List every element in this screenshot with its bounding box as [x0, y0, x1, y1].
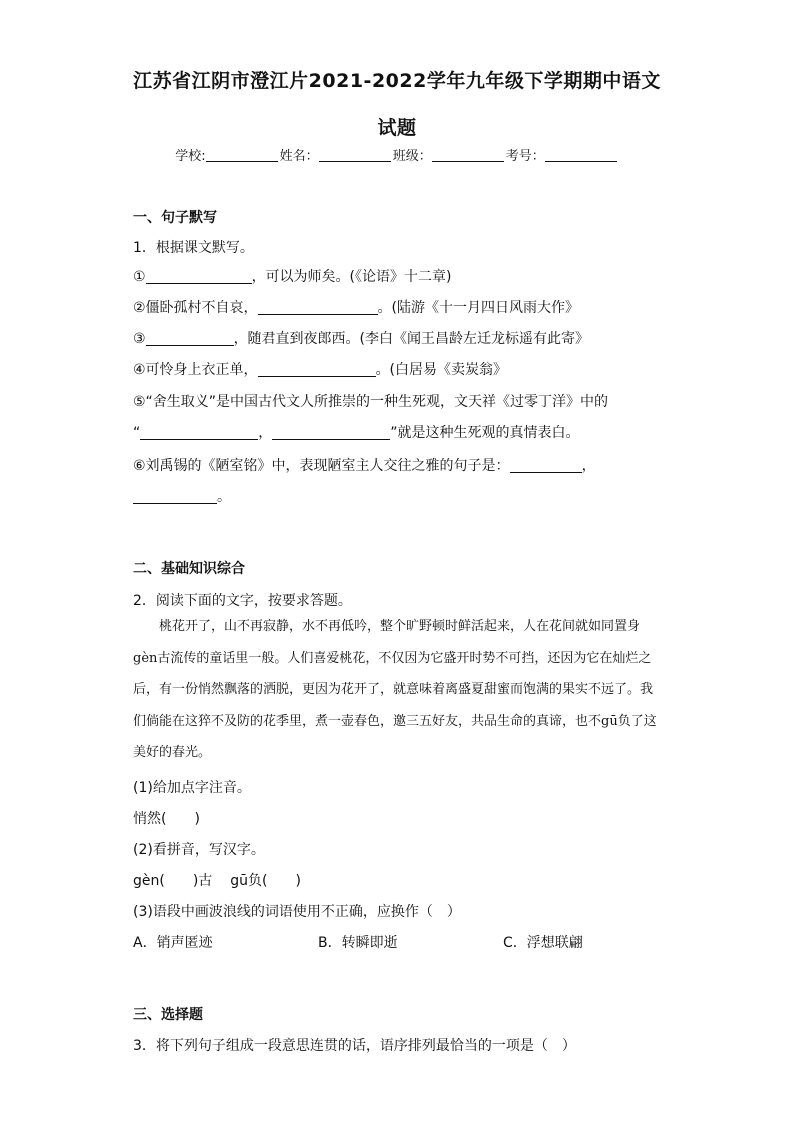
- q2-sub-1-item: 悄然( ): [133, 811, 200, 827]
- q1-item-5-text: ”就是这种生死观的真情表白。: [390, 425, 580, 441]
- section-heading-3: 三、选择题: [133, 1007, 203, 1023]
- q1-item-3: [133, 328, 589, 348]
- q2-sub-3: (3)语段中画波浪线的词语使用不正确，应换作（ ）: [133, 904, 461, 920]
- q1-item-1: [133, 266, 452, 286]
- q1-item-2-text: ②僵卧孤村不自哀，: [133, 300, 258, 316]
- q1-item-5-line2: [133, 422, 580, 442]
- school-label: 学校:: [175, 149, 206, 164]
- q1-item-6-blank-2[interactable]: [133, 489, 217, 504]
- q1-item-2-blank[interactable]: [258, 300, 378, 315]
- exam-number-label: 考号：: [505, 149, 545, 164]
- q1-item-6-period: 。: [217, 489, 231, 505]
- section-heading-1: 一、句子默写: [133, 210, 217, 226]
- question-3-stem: 3．将下列句子组成一段意思连贯的话，语序排列最恰当的一项是（ ）: [133, 1038, 576, 1054]
- q2-sub-2-items: [133, 870, 301, 890]
- q1-item-5-blank-1[interactable]: [140, 425, 258, 440]
- q1-item-5-open-quote: “: [133, 425, 141, 441]
- q2-sub-2: (2)看拼音，写汉字。: [133, 842, 265, 858]
- q2-sub-2-item-1: gèn( )古: [133, 873, 213, 889]
- q1-item-5-blank-2[interactable]: [272, 425, 390, 440]
- q1-item-6-line2: [133, 486, 231, 506]
- q1-item-6-comma: ，: [581, 458, 596, 474]
- q2-sub-1: (1)给加点字注音。: [133, 780, 251, 796]
- exam-title-line2: 试题: [377, 117, 417, 139]
- exam-number-blank[interactable]: [545, 148, 617, 162]
- q1-item-6-line1: [133, 455, 596, 475]
- reading-passage: 桃花开了，山不再寂静，水不再低吟，整个旷野顿时鲜活起来，人在花间就如同置身gèn古流传的童话里一般。人们喜爱桃花，不仅因为它盛开时势不可挡，还因为它在灿烂之后，有一份悄然飘落的洒脱，更因为花开了，就意味着离盛夏甜蜜而饱满的果实不远了。我们倘能在这猝不及防的花季里，煮一壶春色，邀三五好友，共品生命的真谛，也不gū负了这美好的春光。: [133, 619, 657, 760]
- school-blank[interactable]: [206, 148, 278, 162]
- q2-sub-2-item-2: gū负( ): [230, 873, 301, 889]
- q1-item-4-source: 。(白居易《卖炭翁》: [375, 362, 508, 378]
- q1-item-2: [133, 297, 579, 317]
- q1-item-4: [133, 359, 507, 379]
- q1-item-6-blank-1[interactable]: [510, 458, 582, 473]
- q1-item-3-blank[interactable]: [146, 331, 234, 346]
- option-a[interactable]: A．销声匿迹: [133, 935, 213, 951]
- q1-item-1-text: ，可以为师矣。(《论语》十二章): [251, 269, 452, 285]
- q1-item-5-comma: ，: [258, 425, 273, 441]
- section-heading-2: 二、基础知识综合: [133, 561, 245, 577]
- name-label: 姓名：: [279, 149, 319, 164]
- class-label: 班级：: [392, 149, 432, 164]
- q1-item-2-source: 。(陆游《十一月四日风雨大作》: [377, 300, 580, 316]
- name-blank[interactable]: [319, 148, 391, 162]
- option-b[interactable]: B．转瞬即逝: [318, 935, 398, 951]
- question-2-stem: 2．阅读下面的文字，按要求答题。: [133, 593, 352, 609]
- q1-item-6-text: ⑥刘禹锡的《陋室铭》中，表现陋室主人交往之雅的句子是：: [133, 458, 510, 474]
- q1-item-3-text: ，随君直到夜郎西。(李白《闻王昌龄左迁龙标遥有此寄》: [233, 331, 590, 347]
- class-blank[interactable]: [432, 148, 504, 162]
- q1-item-4-blank[interactable]: [258, 362, 376, 377]
- q1-item-1-blank[interactable]: [146, 269, 252, 284]
- q1-item-3-prefix: ③: [133, 331, 146, 347]
- q1-item-5-line1: ⑤“舍生取义”是中国古代文人所推崇的一种生死观，文天祥《过零丁洋》中的: [133, 394, 609, 410]
- exam-title-line1: 江苏省江阴市澄江片2021-2022学年九年级下学期期中语文: [133, 70, 661, 92]
- student-info-row: [0, 145, 794, 164]
- q1-item-4-text: ④可怜身上衣正单，: [133, 362, 258, 378]
- option-c[interactable]: C．浮想联翩: [503, 935, 583, 951]
- q1-item-1-prefix: ①: [133, 269, 146, 285]
- question-1-stem: 1．根据课文默写。: [133, 240, 254, 256]
